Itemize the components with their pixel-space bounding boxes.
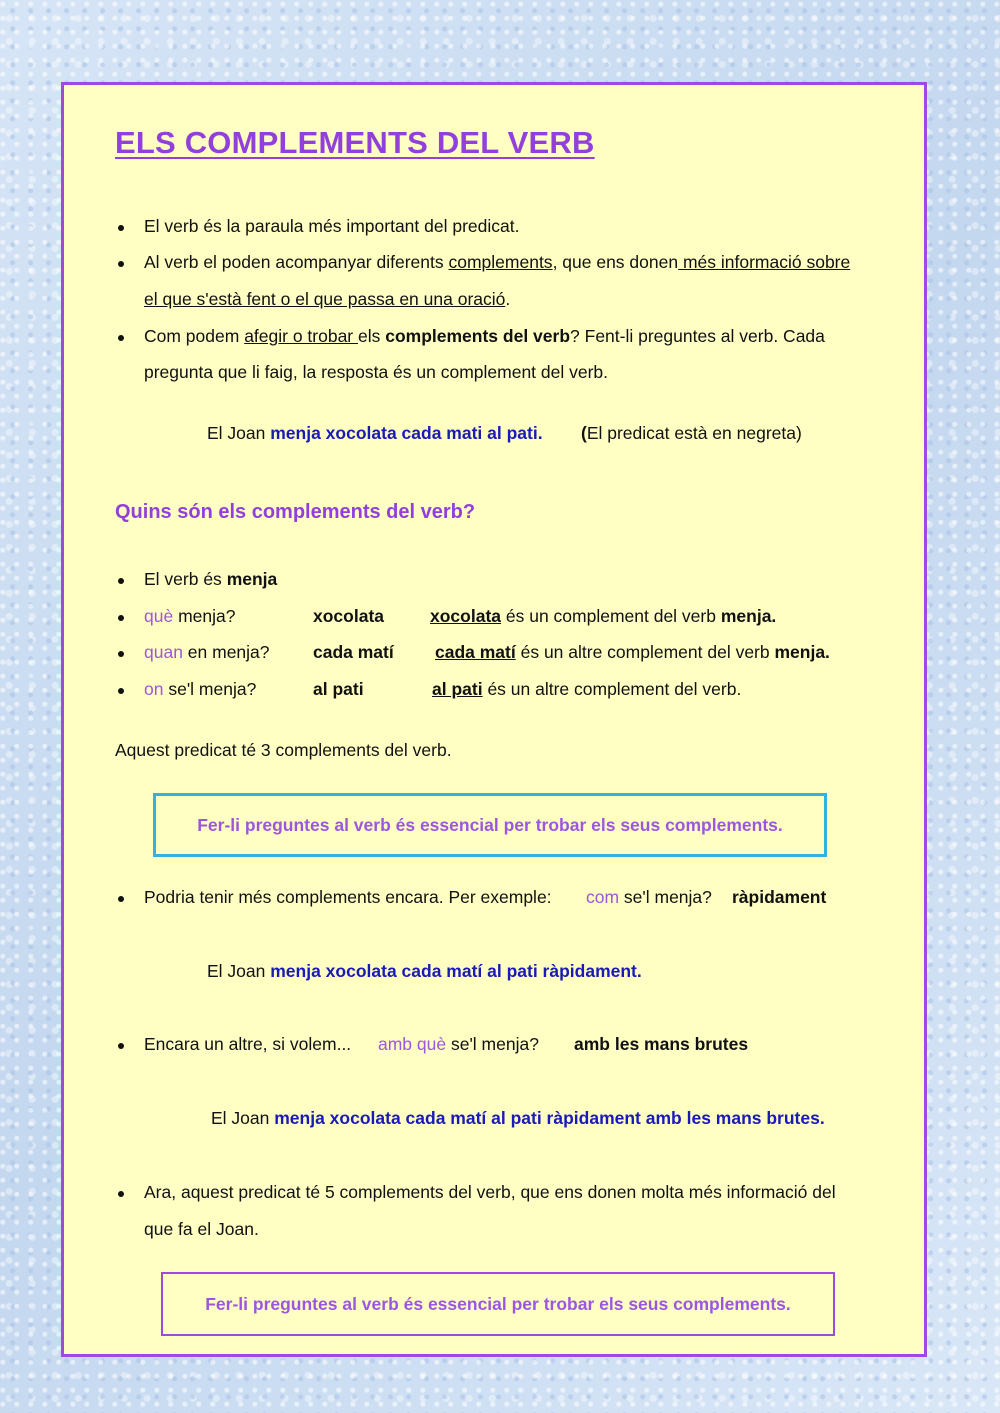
question-com <box>586 886 712 908</box>
sentence-predicate: menja xocolata cada matí al pati ràpidament. <box>270 961 642 981</box>
underlined-term: complements <box>448 252 553 272</box>
question-row-que <box>144 605 235 627</box>
complements-summary: Aquest predicat té 3 complements del verb. <box>115 740 452 760</box>
more-bullet-3: Ara, aquest predicat té 5 complements del verb, que ens donen molta més informació del <box>144 1182 836 1202</box>
intro-bullet-3 <box>144 325 825 347</box>
bullet-dot <box>118 578 124 584</box>
verb-word: menja <box>226 569 278 589</box>
text-run: Com podem <box>144 326 245 346</box>
example-sentence-2 <box>207 960 642 982</box>
answer-complement: amb les mans brutes <box>574 1034 749 1054</box>
bullet-dot <box>118 1191 124 1197</box>
text-run: , que ens donen <box>552 252 679 272</box>
bullet-dot <box>118 335 124 341</box>
complement-explanation <box>430 605 776 627</box>
bold-term: menja. <box>720 606 777 626</box>
underlined-phrase: el que s'està fent o el que passa en una oració <box>144 289 506 309</box>
question-rest: menja? <box>173 606 236 626</box>
sentence-subject: El Joan <box>207 423 271 443</box>
more-bullet-3-line2: que fa el Joan. <box>144 1219 259 1239</box>
complement-explanation <box>435 641 830 663</box>
sentence-subject: El Joan <box>207 961 271 981</box>
key-tip-callout: Fer-li preguntes al verb és essencial per trobar els seus complements. <box>153 793 827 857</box>
underlined-phrase: afegir o trobar <box>244 326 358 346</box>
example-note <box>581 422 802 444</box>
text-run: és un altre complement del verb. <box>482 679 742 699</box>
bold-term: complements del verb <box>385 326 571 346</box>
question-amb-que <box>378 1033 539 1055</box>
more-bullet-1 <box>144 886 552 908</box>
text-run: és un altre complement del verb <box>515 642 775 662</box>
bullet-dot <box>118 225 124 231</box>
question-word: amb què <box>378 1034 447 1054</box>
text-run: ? Fent-li preguntes al verb. Cada <box>570 326 825 346</box>
text-run: El verb és <box>144 569 227 589</box>
underlined-complement: xocolata <box>430 606 501 626</box>
question-word: què <box>144 606 174 626</box>
question-word: quan <box>144 642 183 662</box>
answer-complement: cada matí <box>313 642 394 662</box>
underlined-complement: cada matí <box>435 642 516 662</box>
bold-term: menja. <box>774 642 830 662</box>
underlined-phrase: més informació sobre <box>678 252 851 272</box>
worksheet-page <box>61 82 927 1357</box>
answer-complement: xocolata <box>313 606 384 626</box>
text-run: Podria tenir més complements encara. Per exemple: <box>144 887 552 907</box>
answer-complement: ràpidament <box>732 887 827 907</box>
text-run: . <box>505 289 511 309</box>
page-title: ELS COMPLEMENTS DEL VERB <box>115 125 595 160</box>
bullet-dot <box>118 615 124 621</box>
example-sentence-3 <box>211 1107 825 1129</box>
text-run: és un complement del verb <box>501 606 721 626</box>
text-run: els <box>358 326 386 346</box>
bullet-dot <box>118 651 124 657</box>
intro-bullet-2 <box>144 251 850 273</box>
underlined-complement: al pati <box>432 679 483 699</box>
intro-bullet-3-line2: pregunta que li faig, la resposta és un complement del verb. <box>144 362 609 382</box>
key-tip-callout-2: Fer-li preguntes al verb és essencial per trobar els seus complements. <box>161 1272 835 1336</box>
note-text: El predicat està en negreta) <box>586 423 802 443</box>
verb-identification <box>144 568 277 590</box>
question-rest: en menja? <box>182 642 270 662</box>
question-row-quan <box>144 641 270 663</box>
question-word: com <box>586 887 620 907</box>
answer-complement: al pati <box>313 679 364 699</box>
sentence-predicate: menja xocolata cada mati al pati. <box>270 423 543 443</box>
sentence-predicate: menja xocolata cada matí al pati ràpidament amb les mans brutes. <box>274 1108 825 1128</box>
section-subtitle: Quins són els complements del verb? <box>115 501 476 523</box>
intro-bullet-2-line2 <box>144 288 510 310</box>
sentence-subject: El Joan <box>211 1108 275 1128</box>
bullet-dot <box>118 896 124 902</box>
text-run: Al verb el poden acompanyar diferents <box>144 252 449 272</box>
question-row-on <box>144 678 256 700</box>
note-paren: ( <box>581 423 587 443</box>
more-bullet-2: Encara un altre, si volem... <box>144 1034 352 1054</box>
question-rest: se'l menja? <box>446 1034 539 1054</box>
bullet-dot <box>118 1043 124 1049</box>
question-rest: se'l menja? <box>619 887 712 907</box>
example-sentence-1 <box>207 422 543 444</box>
complement-explanation <box>432 678 741 700</box>
question-rest: se'l menja? <box>163 679 257 699</box>
bullet-dot <box>118 261 124 267</box>
intro-bullet-1: El verb és la paraula més important del predicat. <box>144 216 520 236</box>
bullet-dot <box>118 688 124 694</box>
question-word: on <box>144 679 164 699</box>
